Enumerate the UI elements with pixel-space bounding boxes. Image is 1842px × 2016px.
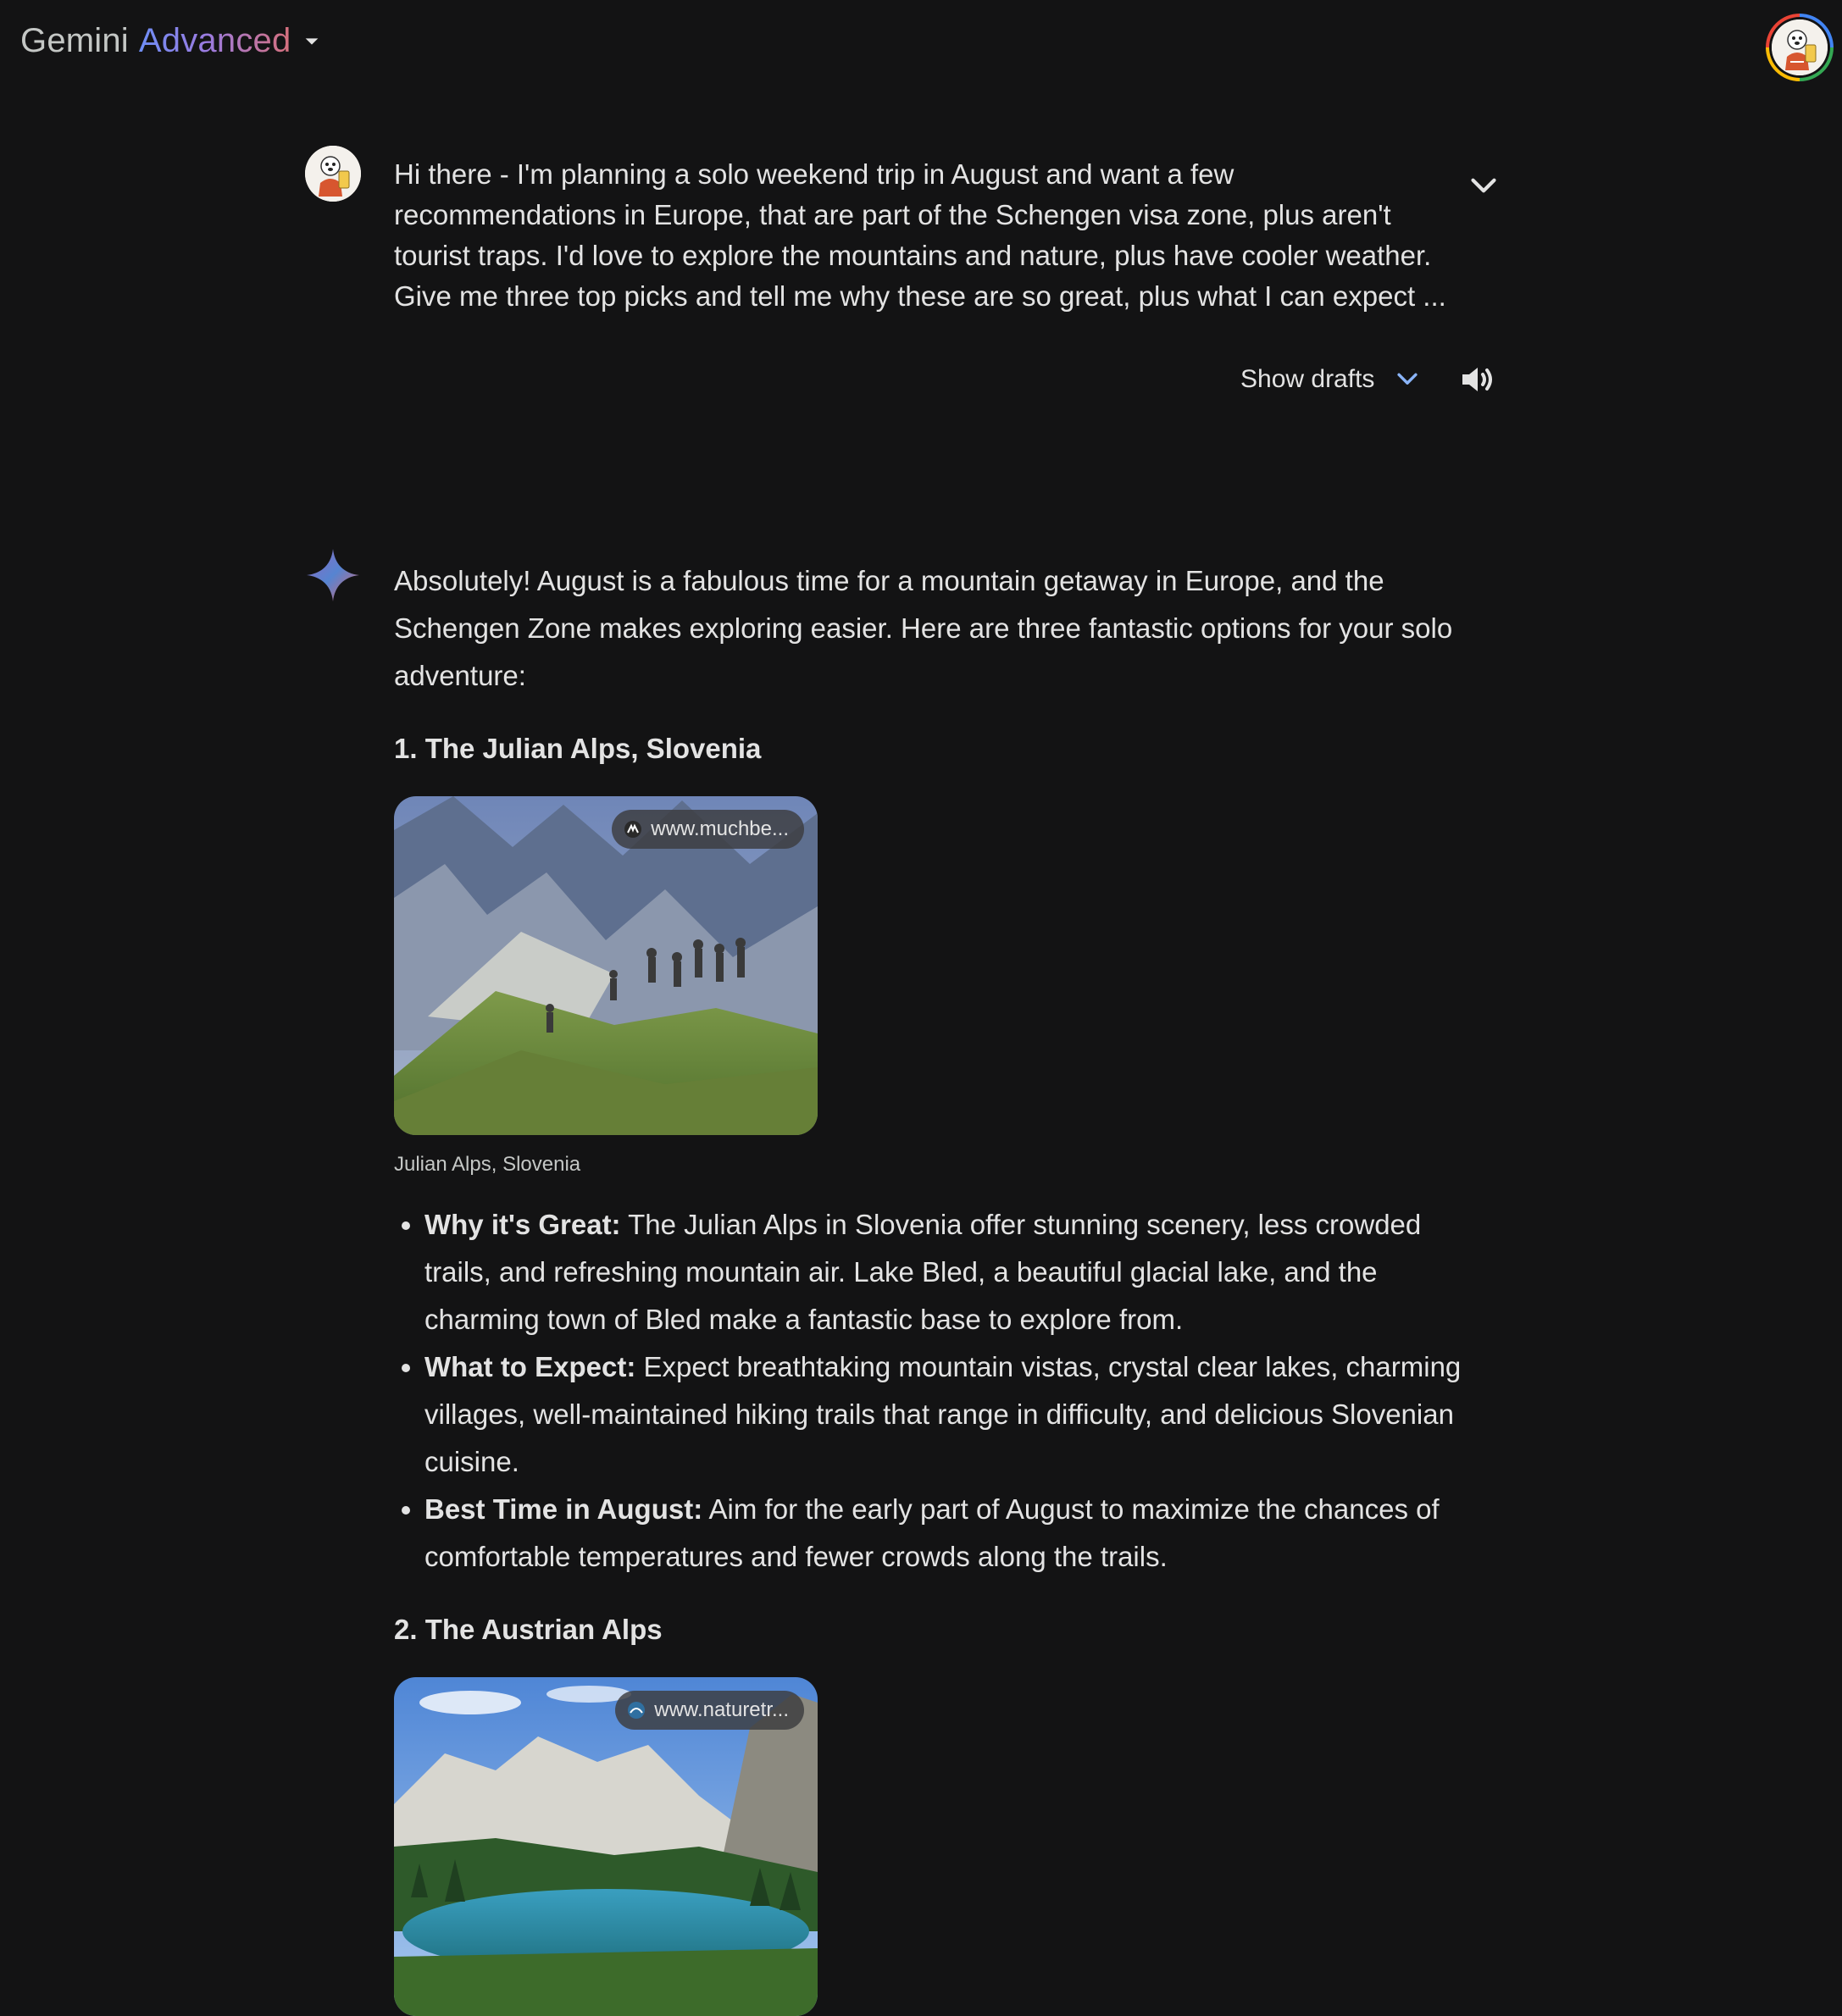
bullet-text: Aim for the early part of August to maximize the chances of comfortable temperatures and fewer crowds along the trails. — [424, 1493, 1440, 1572]
account-avatar-frame — [1769, 17, 1830, 78]
site-favicon-icon — [627, 1701, 646, 1720]
user-prompt-text — [394, 154, 1750, 317]
section-heading: 1. The Julian Alps, Slovenia — [394, 733, 762, 764]
model-selector[interactable] — [20, 22, 321, 60]
bullet-text: Expect breathtaking mountain vistas, crystal clear lakes, charming villages, well-maintained hiking trails that range in difficulty, and delicious Slovenian cuisine. — [424, 1351, 1462, 1477]
response-body — [394, 557, 1470, 2016]
conversation — [305, 136, 1508, 1721]
image-source-label: www.naturetr... — [654, 1698, 789, 1721]
response-intro: Absolutely! August is a fabulous time for a mountain getaway in Europe, and the Schengen Zone makes exploring easier. Here are three fantastic options for your solo adventure: — [394, 565, 1453, 691]
chevron-down-icon — [1393, 365, 1422, 394]
image-source-chip[interactable] — [612, 810, 804, 849]
bullet-list — [394, 1201, 1470, 1581]
bullet-label: Why it's Great: — [424, 1209, 621, 1240]
caret-down-icon — [302, 32, 321, 51]
image-card[interactable] — [394, 1677, 818, 2016]
account-avatar-image — [1772, 19, 1828, 75]
drafts-row — [1240, 346, 1498, 413]
show-drafts-label: Show drafts — [1240, 365, 1375, 393]
image-source-chip[interactable] — [615, 1691, 804, 1730]
expand-prompt-button[interactable] — [1462, 164, 1505, 207]
user-message — [305, 136, 1508, 322]
brand-name: Gemini — [20, 22, 129, 59]
user-prompt-line: Hi there - I'm planning a solo weekend trip in August and want a few — [394, 158, 1234, 190]
top-bar — [0, 0, 1842, 95]
list-item — [424, 1201, 1470, 1343]
site-favicon-icon — [624, 820, 642, 839]
user-prompt-line: Give me three top picks and tell me why these are so great, plus what I can expect ... — [394, 280, 1446, 312]
list-item — [424, 1486, 1470, 1581]
image-card[interactable] — [394, 796, 818, 1135]
user-avatar — [305, 146, 361, 202]
user-prompt-line: recommendations in Europe, that are part of the Schengen visa zone, plus aren't — [394, 199, 1391, 230]
bullet-label: Best Time in August: — [424, 1493, 703, 1525]
gemini-sparkle-icon — [305, 547, 361, 603]
speaker-icon[interactable] — [1457, 359, 1498, 400]
bullet-text: The Julian Alps in Slovenia offer stunning scenery, less crowded trails, and refreshing mountain air. Lake Bled, a beautiful glacial lake, and the charming town of Bled make a fantastic base to explore from. — [424, 1209, 1422, 1335]
account-avatar[interactable] — [1766, 14, 1834, 81]
user-prompt-line: tourist traps. I'd love to explore the mountains and nature, plus have cooler weather. — [394, 240, 1432, 271]
image-source-label: www.muchbe... — [651, 817, 789, 840]
bullet-label: What to Expect: — [424, 1351, 636, 1382]
model-tier: Advanced — [138, 22, 291, 59]
section-heading: 2. The Austrian Alps — [394, 1614, 663, 1645]
list-item — [424, 1343, 1470, 1486]
show-drafts-button[interactable] — [1240, 365, 1422, 394]
image-caption: Julian Alps, Slovenia — [394, 1153, 581, 1176]
